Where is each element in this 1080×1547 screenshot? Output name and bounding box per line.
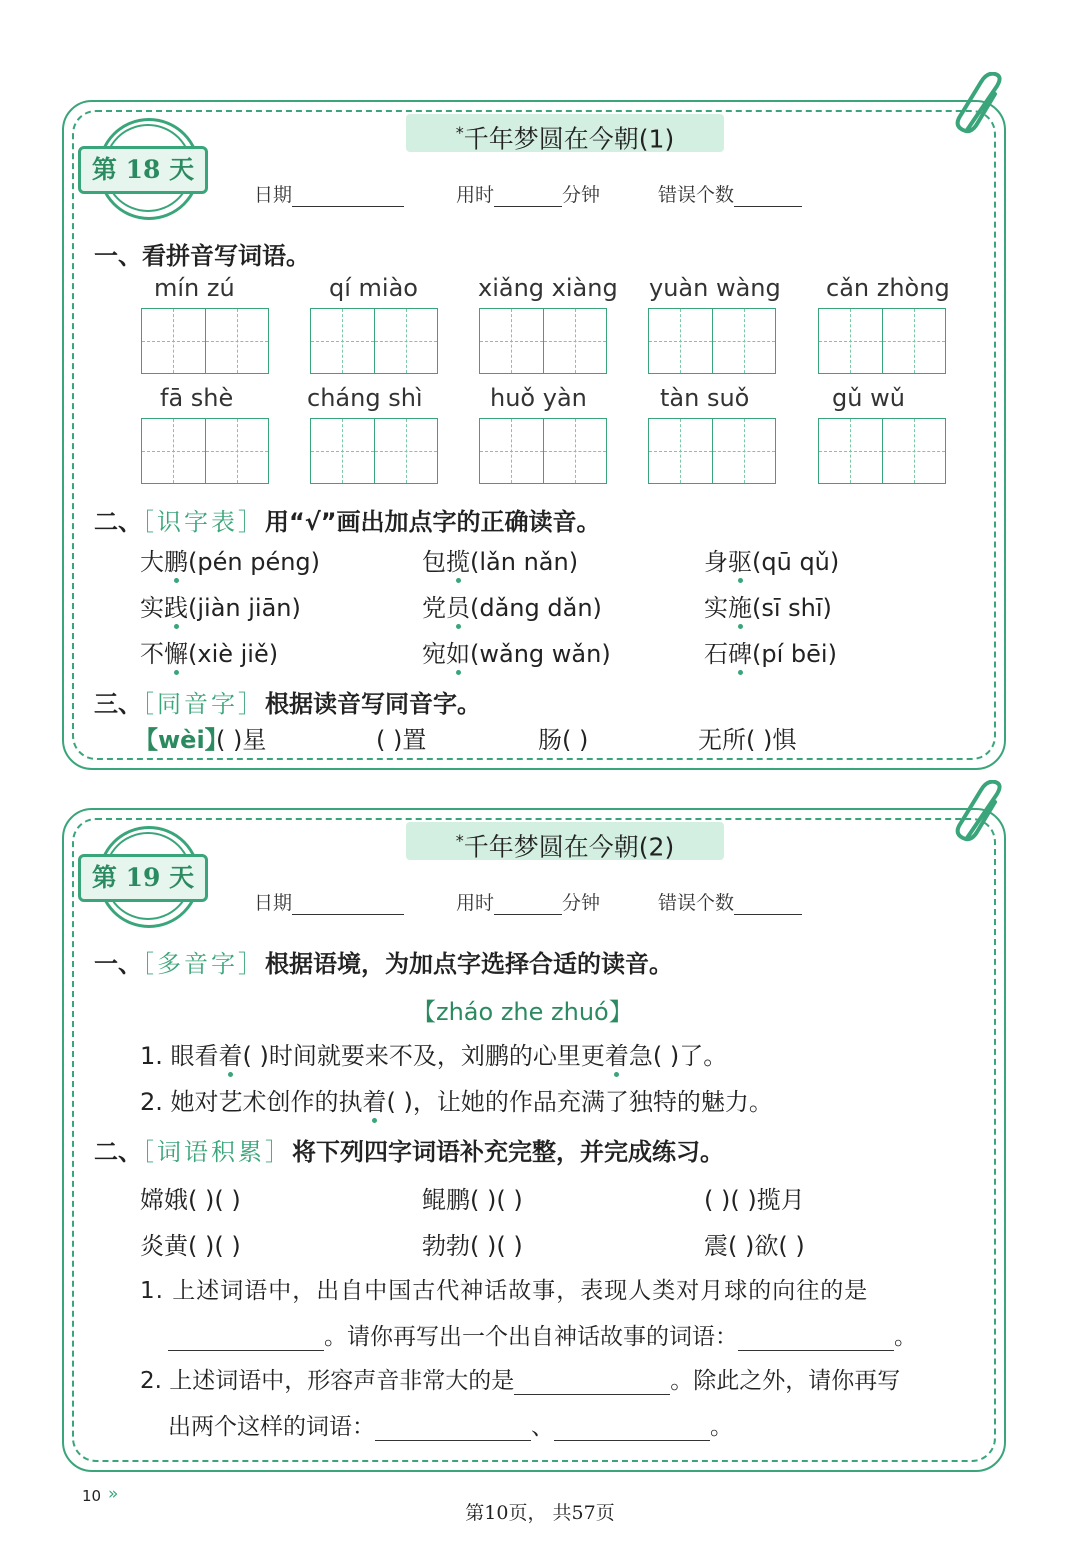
question-2: 2. 上述词语中，形容声音非常大的是 。除此之外，请你再写 bbox=[140, 1368, 901, 1394]
day18-section1-heading: 一、看拼音写词语。 bbox=[94, 242, 310, 270]
homophone-item: 无所( )惧 bbox=[698, 726, 797, 754]
writing-grid[interactable] bbox=[818, 308, 946, 374]
paperclip-icon bbox=[955, 72, 1011, 142]
writing-grid[interactable] bbox=[141, 418, 269, 484]
day19-section2-heading: 二、［词语积累］将下列四字词语补充完整，并完成练习。 bbox=[94, 1138, 724, 1166]
question-2-cont: 出两个这样的词语： 、 。 bbox=[168, 1414, 733, 1440]
writing-grid[interactable] bbox=[479, 308, 607, 374]
pronunciation-options: 【zháo zhe zhuó】 bbox=[412, 998, 633, 1026]
day18-card: *千年梦圆在今朝(1) 第 18 天 日期 用时 分钟 错误个数 一、看拼音写词语。 mín zú qí miào xiǎng xiàng yuàn wàng cǎn zhòng fā shè cháng shì huǒ yàn tàn suǒ gǔ wǔ 二、［识字表］用“√”画出加点字的正确读音。 大鹏(pén péng) 包揽(lǎn nǎn) 身驱(qū qǔ) 实践(jiàn jiān) 党员(dǎng dǎn) 实施(sī shī) 不懈(xiè jiě) 宛如(wǎng wǎn) 石碑(pí bēi) 三、［同音字］根据读音写同音字。 【wèi】 ( )星 ( )置 肠( ) 无所( )惧 bbox=[62, 100, 1006, 770]
question-1: 1. 上述词语中，出自中国古代神话故事，表现人类对月球的向往的是 bbox=[140, 1278, 869, 1304]
reading-item: 包揽(lǎn nǎn) bbox=[422, 548, 579, 576]
writing-grid[interactable] bbox=[648, 308, 776, 374]
idiom-item: 炎黄( )( ) bbox=[140, 1232, 241, 1260]
idiom-item: 鲲鹏( )( ) bbox=[422, 1186, 523, 1214]
pinyin-label: tàn suǒ bbox=[660, 384, 750, 412]
idiom-item: 震( )欲( ) bbox=[704, 1232, 805, 1260]
page-counter: 第10页， 共57页 bbox=[465, 1502, 615, 1524]
context-sentence-1: 1. 眼看着( )时间就要来不及，刘鹏的心里更着急( )了。 bbox=[140, 1042, 728, 1070]
idiom-item: 勃勃( )( ) bbox=[422, 1232, 523, 1260]
pinyin-label: qí miào bbox=[329, 274, 418, 302]
pinyin-label: cǎn zhòng bbox=[826, 274, 950, 302]
day18-badge-label: 第 18 天 bbox=[78, 146, 208, 194]
pinyin-label: xiǎng xiàng bbox=[478, 274, 618, 302]
pinyin-label: huǒ yàn bbox=[490, 384, 587, 412]
writing-grid[interactable] bbox=[310, 418, 438, 484]
day18-section3-heading: 三、［同音字］根据读音写同音字。 bbox=[94, 690, 481, 718]
day19-card: *千年梦圆在今朝(2) 第 19 天 日期 用时 分钟 错误个数 一、［多音字］根据语境，为加点字选择合适的读音。 【zháo zhe zhuó】 1. 眼看着( )时间就要来不及，刘鹏的心里更着急( )了。 2. 她对艺术创作的执着( )，让她的作品充满了独特的魅力。 二、［词语积累］将下列四字词语补充完整，并完成练习。 嫦娥( )( ) 鲲鹏( )( ) ( )( )揽月 炎黄( )( ) 勃勃( )( ) 震( )欲( ) 1. 上述词语中，出自中国古代神话故事，表现人类对月球的向往的是 。请你再写出一个出自神话故事的词语： 。 2. 上述词语中，形容声音非常大的是 。除此之外，请你再写 出两个这样的词语： 、 。 bbox=[62, 808, 1006, 1472]
homophone-label: 【wèi】 bbox=[134, 726, 229, 754]
reading-item: 不懈(xiè jiě) bbox=[140, 640, 279, 668]
homophone-item: ( )星 bbox=[216, 726, 267, 754]
day18-section2-heading: 二、［识字表］用“√”画出加点字的正确读音。 bbox=[94, 508, 601, 536]
question-1-cont: 。请你再写出一个出自神话故事的词语： 。 bbox=[168, 1318, 917, 1351]
homophone-item: 肠( ) bbox=[538, 726, 589, 754]
idiom-item: ( )( )揽月 bbox=[704, 1186, 805, 1214]
pinyin-label: mín zú bbox=[154, 274, 235, 302]
reading-item: 大鹏(pén péng) bbox=[140, 548, 321, 576]
day19-section1-heading: 一、［多音字］根据语境，为加点字选择合适的读音。 bbox=[94, 950, 673, 978]
day19-title: *千年梦圆在今朝(2) bbox=[406, 822, 724, 860]
context-sentence-2: 2. 她对艺术创作的执着( )，让她的作品充满了独特的魅力。 bbox=[140, 1088, 773, 1116]
reading-item: 身驱(qū qǔ) bbox=[704, 548, 840, 576]
page-number: 10 bbox=[82, 1487, 102, 1505]
pinyin-label: gǔ wǔ bbox=[832, 384, 905, 412]
reading-item: 石碑(pí bēi) bbox=[704, 640, 837, 668]
day18-title: *千年梦圆在今朝(1) bbox=[406, 114, 724, 152]
reading-item: 实施(sī shī) bbox=[704, 594, 832, 622]
day18-badge bbox=[78, 118, 208, 224]
paperclip-icon bbox=[955, 780, 1011, 850]
writing-grid[interactable] bbox=[818, 418, 946, 484]
idiom-item: 嫦娥( )( ) bbox=[140, 1186, 241, 1214]
day19-badge bbox=[78, 826, 208, 932]
homophone-item: ( )置 bbox=[376, 726, 427, 754]
writing-grid[interactable] bbox=[141, 308, 269, 374]
reading-item: 党员(dǎng dǎn) bbox=[422, 594, 602, 622]
writing-grid[interactable] bbox=[310, 308, 438, 374]
chevron-right-icon: » bbox=[108, 1484, 119, 1504]
pinyin-label: fā shè bbox=[160, 384, 234, 412]
writing-grid[interactable] bbox=[479, 418, 607, 484]
day19-badge-label: 第 19 天 bbox=[78, 854, 208, 902]
pinyin-label: yuàn wàng bbox=[649, 274, 781, 302]
writing-grid[interactable] bbox=[648, 418, 776, 484]
reading-item: 实践(jiàn jiān) bbox=[140, 594, 301, 622]
pinyin-label: cháng shì bbox=[307, 384, 423, 412]
reading-item: 宛如(wǎng wǎn) bbox=[422, 640, 611, 668]
